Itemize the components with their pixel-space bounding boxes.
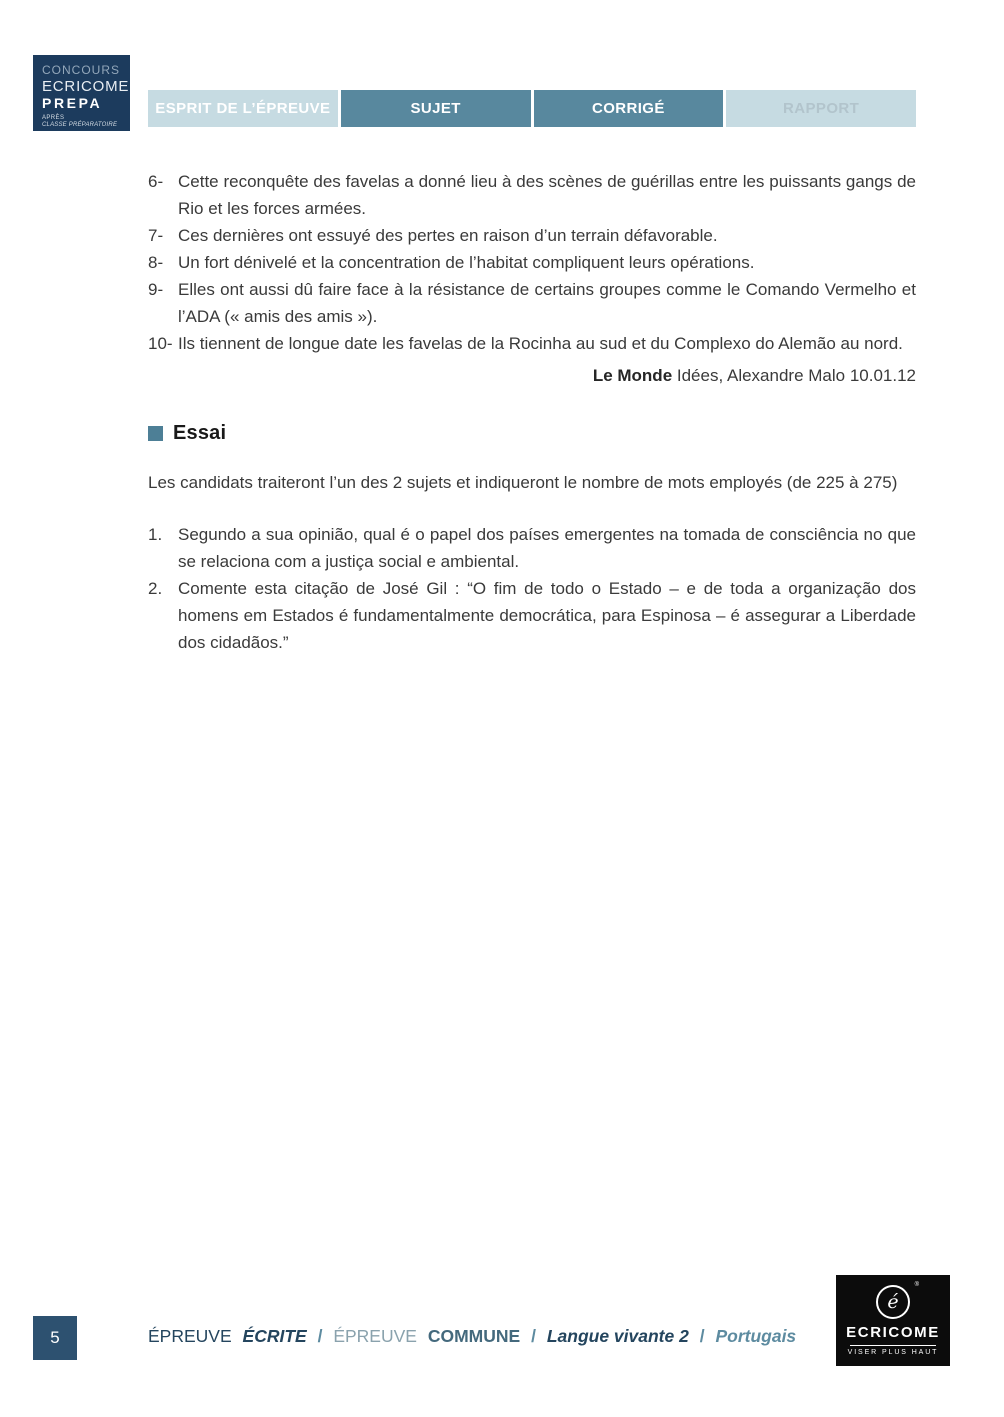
list-item-text: Ces dernières ont essuyé des pertes en raison d’un terrain défavorable. xyxy=(178,226,718,245)
footer-commune: COMMUNE xyxy=(427,1326,521,1346)
footer-slash-1: / xyxy=(317,1326,323,1346)
list-item-6 xyxy=(148,168,916,222)
list-item-number: 1. xyxy=(148,525,163,544)
brand-divider xyxy=(850,1345,936,1346)
list-item-text: Ils tiennent de longue date les favelas de la Rocinha au sud et du Complexo do Alemão au nord. xyxy=(178,334,903,353)
logo-text-apres: APRÈS xyxy=(42,115,65,122)
tab-corrige[interactable]: CORRIGÉ xyxy=(534,90,724,127)
tab-esprit-de-lepreuve[interactable]: ESPRIT DE L’ÉPREUVE xyxy=(148,90,338,127)
list-item-number: 10- xyxy=(148,334,173,353)
source-attribution xyxy=(148,362,916,389)
essay-topic-2 xyxy=(148,575,916,656)
list-item-number: 9- xyxy=(148,280,164,299)
list-item-text: Segundo a sua opinião, qual é o papel dos países emergentes na tomada de consciência no que se relaciona com a justiça social e ambiental. xyxy=(178,525,916,571)
footer-slash-2: / xyxy=(531,1326,536,1346)
ecricome-brand-logo xyxy=(836,1275,950,1366)
document-body xyxy=(148,168,916,656)
essay-topics-list xyxy=(148,521,916,656)
list-item-8 xyxy=(148,249,916,276)
logo-text-concours: CONCOURS xyxy=(42,63,121,77)
section-title: Essai xyxy=(173,422,227,444)
essay-instructions: Les candidats traiteront l’un des 2 sujets et indiqueront le nombre de mots employés (de 225 à 275) xyxy=(148,473,898,492)
list-item-number: 7- xyxy=(148,226,164,245)
list-item-10 xyxy=(148,330,916,357)
footer-slash-3: / xyxy=(699,1326,705,1346)
essay-topic-1 xyxy=(148,521,916,575)
list-item-text: Cette reconquête des favelas a donné lieu à des scènes de guérillas entre les puissants gangs de Rio et les forces armées. xyxy=(178,172,916,218)
ecricome-prepa-logo xyxy=(33,55,130,131)
source-name: Le Monde xyxy=(592,366,673,385)
list-item-number: 8- xyxy=(148,253,164,272)
logo-text-classe-preparatoire: CLASSE PRÉPARATOIRE xyxy=(42,122,118,129)
registered-mark: ® xyxy=(914,1282,919,1288)
footer-portugais: Portugais xyxy=(715,1326,797,1346)
footer-breadcrumb xyxy=(148,1326,802,1347)
essay-section-heading xyxy=(148,420,916,447)
brand-tagline: VISER PLUS HAUT xyxy=(847,1349,939,1356)
list-item-text: Comente esta citação de José Gil : “O fim de todo o Estado – e de toda a organização dos homens em Estados é fundamentalmente democrática, para Espinosa – é assegurar a Liberdade dos cidadãos.” xyxy=(178,579,916,652)
list-item-7 xyxy=(148,222,916,249)
source-details: Idées, Alexandre Malo 10.01.12 xyxy=(672,366,916,385)
brand-symbol-wrap xyxy=(876,1282,919,1319)
footer-epreuve: ÉPREUVE xyxy=(148,1326,232,1346)
tab-sujet[interactable]: SUJET xyxy=(341,90,531,127)
square-bullet-icon xyxy=(148,426,163,441)
footer-ecrite: ÉCRITE xyxy=(242,1326,307,1346)
brand-name: ECRICOME xyxy=(846,1324,940,1341)
logo-text-prepa: PREPA xyxy=(42,95,103,112)
tab-rapport[interactable]: RAPPORT xyxy=(726,90,916,127)
list-item-number: 6- xyxy=(148,172,164,191)
list-item-text: Elles ont aussi dû faire face à la résistance de certains groupes comme le Comando Vermelho et l’ADA (« amis des amis »). xyxy=(178,280,916,326)
footer-langue-vivante: Langue vivante 2 xyxy=(546,1326,689,1346)
logo-text-ecricome: ECRICOME xyxy=(42,77,130,95)
footer-epreuve-2: ÉPREUVE xyxy=(333,1326,417,1346)
list-item-number: 2. xyxy=(148,579,163,598)
list-item-9 xyxy=(148,276,916,330)
list-item-text: Un fort dénivelé et la concentration de l’habitat compliquent leurs opérations. xyxy=(178,253,755,272)
e-circle-icon: é xyxy=(876,1285,910,1319)
section-tabs xyxy=(148,90,916,127)
page-number-badge: 5 xyxy=(33,1316,77,1360)
